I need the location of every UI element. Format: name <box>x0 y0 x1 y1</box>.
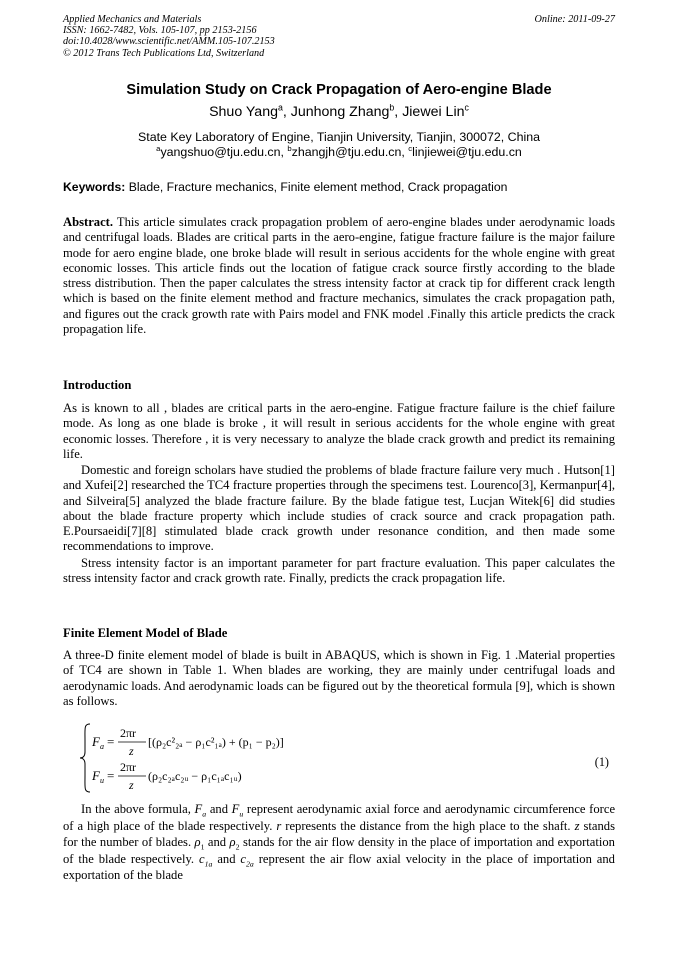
eq-denominator: z <box>129 778 134 792</box>
author-list: Shuo Yang$^a$, Junhong Zhang$^b$, Jiewei Lin$^c$ <box>209 102 469 120</box>
abstract-label: Abstract. <box>63 215 114 229</box>
equation-number: (1) <box>594 755 609 769</box>
math-var: F <box>231 802 240 816</box>
email-mark: a <box>156 143 161 153</box>
eq-denominator: z <box>129 744 134 758</box>
eq-sub-a: a <box>100 742 104 751</box>
equation-brace <box>80 724 90 792</box>
math-sub: u <box>239 809 244 819</box>
math-var: ρ <box>229 835 236 850</box>
fem-paragraph-2 <box>63 801 615 884</box>
eq-numerator: 2πr <box>120 760 137 774</box>
affiliation: State Key Laboratory of Engine, Tianjin University, Tianjin, 300072, China <box>137 130 540 144</box>
paper-title: Simulation Study on Crack Propagation of Aero-engine Blade <box>126 82 552 98</box>
journal-header <box>63 14 615 59</box>
author-mark: c <box>464 102 469 113</box>
section-heading-introduction: Introduction <box>63 378 132 392</box>
author-mark: b <box>389 102 395 113</box>
author-name: Shuo Yang <box>209 104 278 120</box>
abstract-text: This article simulates crack propagation problem of aero-engine blades under aerodynamic loads and centrifugal loads. Blades are critical parts in the aero-engine, fatigue fracture failure is the major failure mode for aero engine blade, one broke blade will result in serious accidents for the whole engine with great economic losses. This article finds out the location of fatigue crack source firstly according to the blade stress distribution. Then the paper calculates the stress intensity factor at crack tip for different crack length which is based on the finite element method and fracture mechanics, simulates the crack propagation path, and figures out the crack growth rate with Pairs model and FNK model .Finally this article predicts the crack propagation life. <box>63 215 615 337</box>
math-sub: a <box>202 809 207 819</box>
text-run: represent the air flow axial velocity in the place of importation and exportation of the blade <box>63 851 615 883</box>
math-var: z <box>574 818 580 833</box>
email-link[interactable]: zhangjh@tju.edu.cn <box>291 145 402 159</box>
text-run: and <box>217 851 236 866</box>
author-name: Jiewei Lin <box>402 104 465 120</box>
author-name: Junhong Zhang <box>290 104 390 120</box>
keywords-text: Blade, Fracture mechanics, Finite element method, Crack propagation <box>128 180 508 194</box>
math-var: F <box>194 802 203 816</box>
math-var: r <box>276 818 282 833</box>
intro-paragraph-3: Stress intensity factor is an important parameter for part fracture evaluation. This paper calculates the stress intensity factor and crack growth rate. Finally, predicts the crack propagation life. <box>63 556 615 586</box>
issn-line: ISSN: 1662-7482, Vols. 105-107, pp 2153-2156 <box>63 25 257 37</box>
eq-line2-body: (ρ₂c₂ₐc₂ᵤ − ρ₁c₁ₐc₁ᵤ) <box>148 769 242 783</box>
math-sub: 2 <box>235 842 240 852</box>
text-run: and <box>209 802 228 816</box>
copyright-line: © 2012 Trans Tech Publications Ltd, Switzerland <box>63 47 265 59</box>
eq-var-Fu: F <box>92 768 100 783</box>
email-mark: b <box>287 143 292 153</box>
intro-paragraph-1: As is known to all , blades are critical parts in the aero-engine. Fatigue fracture failure is the chief failure mode. As long as one blade is broke , it will result in serious accidents for the whole engine with great economic losses. Therefore , it is very necessary to analyze the blade crack growth and predict its remaining life. <box>63 401 615 461</box>
intro-paragraph-2: Domestic and foreign scholars have studied the problems of blade fracture failure very much . Hutson[1] and Xufei[2] researched the TC4 fracture properties through the specimens test. Lourenco[3], Kermanpur[4], and Silveira[5] analyzed the blade fracture failure. By the blade fatigue test, Lucjan Witek[6] did studies about the blade fracture property which include studies of crack source and crack propagation path. E.Poursaeidi[7][8] stimulated blade crack growth under resonance condition, and then made some recommendations to improve. <box>63 463 615 554</box>
keywords <box>63 180 615 194</box>
affiliation-block <box>63 130 615 160</box>
eq-equals: = <box>107 734 115 749</box>
email-mark: c <box>408 143 413 153</box>
eq-line1-body: [(ρ₂c²₂ₐ − ρ₁c²₁ₐ) + (p₁ − p₂)] <box>148 735 284 749</box>
eq-numerator: 2πr <box>120 726 137 740</box>
online-date: Online: 2011-09-27 <box>534 14 615 25</box>
section-heading-fem: Finite Element Model of Blade <box>63 626 228 640</box>
keywords-label: Keywords: <box>63 180 126 194</box>
math-sub: 1 <box>200 842 205 852</box>
text-run: represent aerodynamic axial force and aerodynamic circumference force of a high place of the blade respectively. <box>63 802 616 833</box>
abstract <box>63 215 615 337</box>
text-run: stands for the number of blades. <box>63 818 615 850</box>
math-sub: 1a <box>204 859 213 869</box>
email-link[interactable]: yangshuo@tju.edu.cn <box>160 145 281 159</box>
text-run: and <box>207 835 227 850</box>
math-var: c <box>240 851 247 866</box>
author-mark: a <box>277 102 283 113</box>
text-run: represents the distance from the high place to the shaft. <box>285 818 571 833</box>
email-line: $^a$yangshuo@tju.edu.cn, $^b$zhangjh@tju.edu.cn, $^c$linjiewei@tju.edu.cn <box>156 143 522 159</box>
eq-var-Fa: F <box>92 734 100 749</box>
math-var: c <box>199 851 205 866</box>
eq-equals: = <box>107 768 115 783</box>
doi-line: doi:10.4028/www.scientific.net/AMM.105-107.2153 <box>63 36 275 48</box>
email-link[interactable]: linjiewei@tju.edu.cn <box>412 145 522 159</box>
equation-graphic <box>80 722 510 794</box>
text-run: In the above formula, <box>81 802 191 816</box>
fem-paragraph-1: A three-D finite element model of blade is built in ABAQUS, which is shown in Fig. 1 .Material properties of TC4 are shown in Table 1. When blades are working, they are mainly under centrifugal loads and aerodynamic loads. And aerodynamic loads can be figured out by the theoretical formula [9], which is shown as follows. <box>63 648 615 708</box>
text-run: stands for the air flow density in the place of importation and exportation of the blade respectively. <box>63 835 615 866</box>
equation-1 <box>80 722 615 792</box>
math-var: ρ <box>194 835 201 850</box>
journal-name: Applied Mechanics and Materials <box>63 14 202 25</box>
eq-sub-u: u <box>100 776 104 785</box>
math-sub: 2a <box>246 859 254 869</box>
